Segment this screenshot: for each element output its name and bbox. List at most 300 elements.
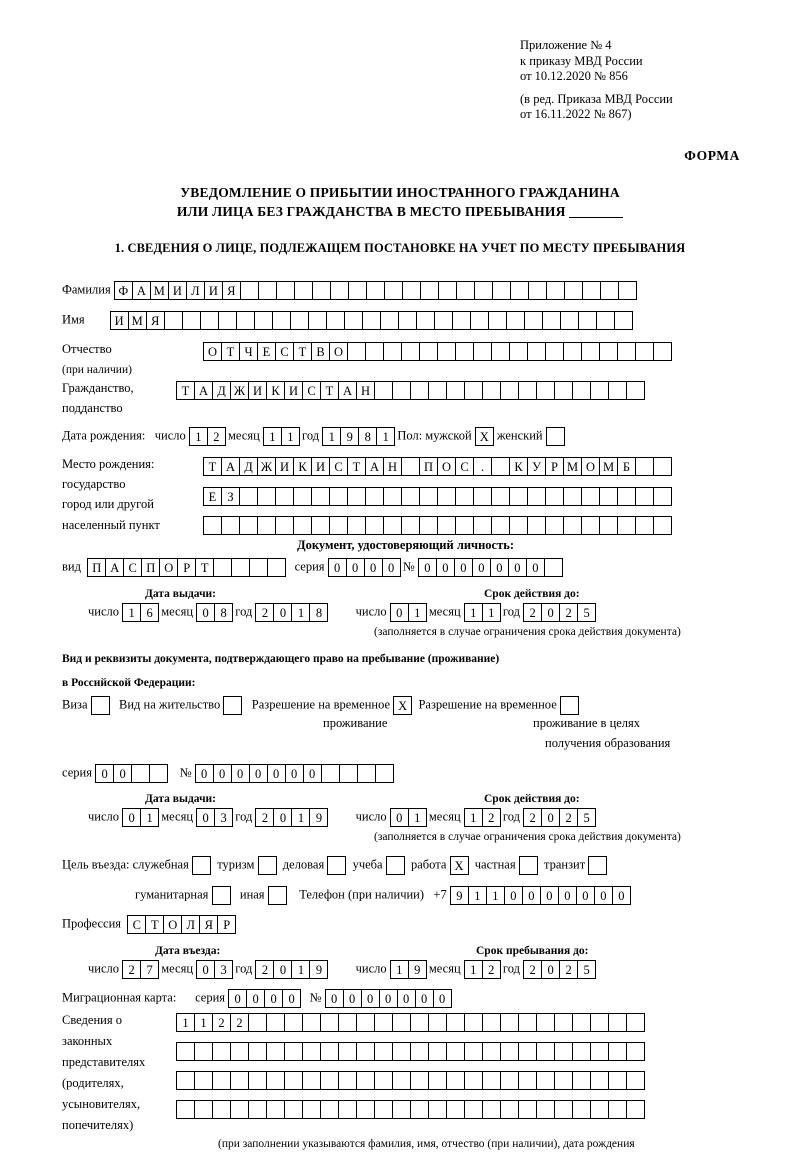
birth-place-city-input-cell[interactable] <box>347 487 366 506</box>
birth-year-input-cell[interactable]: 9 <box>340 427 359 446</box>
legal-rep-row1-input-cell[interactable] <box>518 1013 537 1032</box>
stay-series-input-cell[interactable]: 0 <box>95 764 114 783</box>
doc-kind-input-cell[interactable]: П <box>87 558 106 577</box>
stay-number-input-cell[interactable]: 0 <box>213 764 232 783</box>
doc-kind-input-cell[interactable] <box>249 558 268 577</box>
legal-rep-row1-input-cell[interactable] <box>302 1013 321 1032</box>
surname-input-cell[interactable] <box>528 281 547 300</box>
legal-rep-row2-input-cell[interactable] <box>212 1042 231 1061</box>
surname-input-cell[interactable] <box>330 281 349 300</box>
citizenship-input-cell[interactable] <box>572 381 591 400</box>
legal-rep-row2-input-cell[interactable] <box>428 1042 447 1061</box>
birth-year-input-cell[interactable]: 1 <box>322 427 341 446</box>
residence-checkbox[interactable] <box>223 696 242 715</box>
birth-place-city-input-cell[interactable] <box>509 487 528 506</box>
legal-rep-row2-input-cell[interactable] <box>284 1042 303 1061</box>
doc-series-input-cell[interactable]: 0 <box>364 558 383 577</box>
surname-input-cell[interactable] <box>258 281 277 300</box>
legal-rep-row4-input-cell[interactable] <box>500 1100 519 1119</box>
birth-place-city2-input-cell[interactable] <box>617 516 636 535</box>
stay-number-input-cell[interactable]: 0 <box>285 764 304 783</box>
phone-input-cell[interactable]: 0 <box>576 886 595 905</box>
birth-place-city2-input-cell[interactable] <box>383 516 402 535</box>
mig-number-input-cell[interactable]: 0 <box>361 989 380 1008</box>
surname-input-cell[interactable] <box>402 281 421 300</box>
birth-place-state-input-cell[interactable]: И <box>311 457 330 476</box>
birth-year-input[interactable] <box>322 427 394 446</box>
name-input-cell[interactable] <box>200 311 219 330</box>
phone-input-cell[interactable]: 0 <box>612 886 631 905</box>
patronymic-input-cell[interactable] <box>491 342 510 361</box>
surname-input-cell[interactable] <box>474 281 493 300</box>
patronymic-input-cell[interactable] <box>473 342 492 361</box>
citizenship-input-cell[interactable] <box>428 381 447 400</box>
surname-input-cell[interactable] <box>600 281 619 300</box>
legal-rep-row3-input-cell[interactable] <box>626 1071 645 1090</box>
citizenship-input-cell[interactable] <box>392 381 411 400</box>
legal-rep-row3-input-cell[interactable] <box>194 1071 213 1090</box>
surname-input-cell[interactable] <box>366 281 385 300</box>
birth-place-city-input-cell[interactable] <box>563 487 582 506</box>
birth-place-city-input-cell[interactable] <box>635 487 654 506</box>
birth-day-input[interactable] <box>189 427 225 446</box>
patronymic-input-cell[interactable]: С <box>275 342 294 361</box>
birth-day-input-cell[interactable]: 1 <box>189 427 208 446</box>
surname-input-cell[interactable]: И <box>168 281 187 300</box>
legal-rep-row2-input-cell[interactable] <box>374 1042 393 1061</box>
birth-place-state-input-cell[interactable]: К <box>509 457 528 476</box>
legal-rep-row1-input-cell[interactable]: 2 <box>212 1013 231 1032</box>
doc-issue-month-input-cell[interactable]: 0 <box>196 603 215 622</box>
name-input-cell[interactable]: И <box>110 311 129 330</box>
birth-place-city-input-cell[interactable] <box>329 487 348 506</box>
entry-month-input[interactable] <box>196 960 232 979</box>
stay-valid-month-input-cell[interactable]: 1 <box>464 808 483 827</box>
doc-kind-input-cell[interactable] <box>231 558 250 577</box>
legal-rep-row4-input-cell[interactable] <box>176 1100 195 1119</box>
legal-rep-row4-input-cell[interactable] <box>302 1100 321 1119</box>
name-input-cell[interactable] <box>470 311 489 330</box>
mig-series-input[interactable] <box>228 989 300 1008</box>
patronymic-input-cell[interactable] <box>563 342 582 361</box>
name-input-cell[interactable] <box>596 311 615 330</box>
profession-input-cell[interactable]: Т <box>145 915 164 934</box>
entry-year-input-cell[interactable]: 9 <box>309 960 328 979</box>
name-input-cell[interactable] <box>434 311 453 330</box>
legal-rep-row2-input-cell[interactable] <box>572 1042 591 1061</box>
legal-rep-row4-input-cell[interactable] <box>626 1100 645 1119</box>
purpose-humanitarian-checkbox[interactable] <box>212 886 231 905</box>
birth-place-state-input-cell[interactable]: У <box>527 457 546 476</box>
entry-year-input-cell[interactable]: 2 <box>255 960 274 979</box>
birth-month-input-cell[interactable]: 1 <box>281 427 300 446</box>
stay-issue-month-input-cell[interactable]: 3 <box>214 808 233 827</box>
patronymic-input-cell[interactable]: В <box>311 342 330 361</box>
patronymic-input-cell[interactable]: Т <box>293 342 312 361</box>
legal-rep-row4-input-cell[interactable] <box>374 1100 393 1119</box>
sex-female-checkbox[interactable] <box>546 427 565 446</box>
doc-number-input-cell[interactable]: 0 <box>490 558 509 577</box>
purpose-private-checkbox[interactable] <box>519 856 538 875</box>
phone-input-cell[interactable]: 0 <box>522 886 541 905</box>
doc-number-input-cell[interactable] <box>544 558 563 577</box>
birth-year-input-cell[interactable]: 1 <box>376 427 395 446</box>
legal-rep-row1-input[interactable] <box>176 1013 644 1032</box>
legal-rep-row1-input-cell[interactable] <box>446 1013 465 1032</box>
edu-residence-checkbox[interactable] <box>560 696 579 715</box>
doc-valid-year-input[interactable] <box>523 603 595 622</box>
legal-rep-row1-input-cell[interactable] <box>320 1013 339 1032</box>
stay-number-input-cell[interactable]: 0 <box>231 764 250 783</box>
name-input-cell[interactable] <box>308 311 327 330</box>
doc-valid-year-input-cell[interactable]: 0 <box>541 603 560 622</box>
surname-input-cell[interactable] <box>510 281 529 300</box>
birth-place-state-input-cell[interactable]: Р <box>545 457 564 476</box>
legal-rep-row3-input-cell[interactable] <box>572 1071 591 1090</box>
birth-place-city2-input[interactable] <box>203 516 671 535</box>
surname-input-cell[interactable]: М <box>150 281 169 300</box>
doc-valid-year-input-cell[interactable]: 2 <box>523 603 542 622</box>
birth-place-city2-input-cell[interactable] <box>419 516 438 535</box>
patronymic-input-cell[interactable] <box>581 342 600 361</box>
legal-rep-row3-input-cell[interactable] <box>590 1071 609 1090</box>
legal-rep-row2-input-cell[interactable] <box>338 1042 357 1061</box>
entry-month-input-cell[interactable]: 3 <box>214 960 233 979</box>
birth-place-city-input-cell[interactable] <box>257 487 276 506</box>
legal-rep-row4-input-cell[interactable] <box>482 1100 501 1119</box>
legal-rep-row3-input-cell[interactable] <box>356 1071 375 1090</box>
legal-rep-row4-input-cell[interactable] <box>194 1100 213 1119</box>
mig-number-input-cell[interactable]: 0 <box>325 989 344 1008</box>
surname-input-cell[interactable] <box>546 281 565 300</box>
profession-input-cell[interactable]: Р <box>217 915 236 934</box>
name-input-cell[interactable] <box>614 311 633 330</box>
phone-input-cell[interactable]: 0 <box>594 886 613 905</box>
patronymic-input-cell[interactable] <box>509 342 528 361</box>
citizenship-input-cell[interactable] <box>518 381 537 400</box>
doc-number-input-cell[interactable]: 0 <box>418 558 437 577</box>
patronymic-input-cell[interactable] <box>419 342 438 361</box>
birth-place-state-input-cell[interactable]: О <box>581 457 600 476</box>
legal-rep-row2-input-cell[interactable] <box>482 1042 501 1061</box>
birth-place-city2-input-cell[interactable] <box>437 516 456 535</box>
phone-input-cell[interactable]: 9 <box>450 886 469 905</box>
profession-input[interactable] <box>127 915 235 934</box>
legal-rep-row2-input-cell[interactable] <box>626 1042 645 1061</box>
doc-number-input-cell[interactable]: 0 <box>508 558 527 577</box>
birth-place-city-input-cell[interactable] <box>599 487 618 506</box>
doc-issue-day-input-cell[interactable]: 6 <box>140 603 159 622</box>
mig-number-input-cell[interactable]: 0 <box>379 989 398 1008</box>
legal-rep-row4-input-cell[interactable] <box>446 1100 465 1119</box>
birth-place-state-input-cell[interactable]: Д <box>239 457 258 476</box>
citizenship-input-cell[interactable] <box>626 381 645 400</box>
birth-place-state-input-cell[interactable]: О <box>437 457 456 476</box>
legal-rep-row4-input-cell[interactable] <box>392 1100 411 1119</box>
purpose-tourism-checkbox[interactable] <box>258 856 277 875</box>
stay-number-input-cell[interactable]: 0 <box>303 764 322 783</box>
legal-rep-row4-input-cell[interactable] <box>590 1100 609 1119</box>
phone-input[interactable] <box>450 886 630 905</box>
phone-input-cell[interactable]: 0 <box>540 886 559 905</box>
visa-checkbox[interactable] <box>91 696 110 715</box>
doc-valid-day-input-cell[interactable]: 0 <box>390 603 409 622</box>
mig-series-input-cell[interactable]: 0 <box>264 989 283 1008</box>
name-input-cell[interactable] <box>290 311 309 330</box>
legal-rep-row3-input-cell[interactable] <box>302 1071 321 1090</box>
legal-rep-row1-input-cell[interactable] <box>266 1013 285 1032</box>
legal-rep-row2-input-cell[interactable] <box>608 1042 627 1061</box>
mig-series-input-cell[interactable]: 0 <box>228 989 247 1008</box>
surname-input-cell[interactable] <box>456 281 475 300</box>
citizenship-input-cell[interactable]: Н <box>356 381 375 400</box>
legal-rep-row3-input-cell[interactable] <box>374 1071 393 1090</box>
doc-valid-year-input-cell[interactable]: 5 <box>577 603 596 622</box>
name-input-cell[interactable] <box>542 311 561 330</box>
legal-rep-row1-input-cell[interactable] <box>392 1013 411 1032</box>
legal-rep-row2-input-cell[interactable] <box>536 1042 555 1061</box>
surname-input-cell[interactable] <box>618 281 637 300</box>
doc-series-input-cell[interactable]: 0 <box>382 558 401 577</box>
legal-rep-row4-input-cell[interactable] <box>266 1100 285 1119</box>
legal-rep-row2-input-cell[interactable] <box>248 1042 267 1061</box>
name-input-cell[interactable] <box>218 311 237 330</box>
legal-rep-row2-input-cell[interactable] <box>500 1042 519 1061</box>
legal-rep-row1-input-cell[interactable] <box>554 1013 573 1032</box>
surname-input-cell[interactable] <box>420 281 439 300</box>
stay-until-day-input-cell[interactable]: 1 <box>390 960 409 979</box>
surname-input-cell[interactable]: Я <box>222 281 241 300</box>
legal-rep-row3-input-cell[interactable] <box>446 1071 465 1090</box>
birth-place-city-input-cell[interactable] <box>419 487 438 506</box>
doc-issue-day-input-cell[interactable]: 1 <box>122 603 141 622</box>
birth-place-city-input-cell[interactable] <box>545 487 564 506</box>
doc-kind-input-cell[interactable]: Р <box>177 558 196 577</box>
temp-residence-checkbox[interactable]: Х <box>393 696 412 715</box>
stay-valid-month-input-cell[interactable]: 2 <box>482 808 501 827</box>
doc-valid-month-input[interactable] <box>464 603 500 622</box>
doc-kind-input-cell[interactable] <box>267 558 286 577</box>
birth-place-city2-input-cell[interactable] <box>599 516 618 535</box>
legal-rep-row1-input-cell[interactable] <box>500 1013 519 1032</box>
doc-kind-input[interactable] <box>87 558 285 577</box>
stay-issue-year-input-cell[interactable]: 9 <box>309 808 328 827</box>
name-input[interactable] <box>110 311 632 330</box>
name-input-cell[interactable] <box>416 311 435 330</box>
birth-place-city-input-cell[interactable] <box>383 487 402 506</box>
stay-valid-year-input-cell[interactable]: 2 <box>523 808 542 827</box>
citizenship-input-cell[interactable]: К <box>266 381 285 400</box>
birth-place-state-input-cell[interactable]: Б <box>617 457 636 476</box>
birth-place-city2-input-cell[interactable] <box>455 516 474 535</box>
doc-valid-year-input-cell[interactable]: 2 <box>559 603 578 622</box>
name-input-cell[interactable] <box>326 311 345 330</box>
stay-number-input-cell[interactable]: 0 <box>249 764 268 783</box>
stay-until-day-input-cell[interactable]: 9 <box>408 960 427 979</box>
legal-rep-row3-input-cell[interactable] <box>464 1071 483 1090</box>
legal-rep-row4-input-cell[interactable] <box>608 1100 627 1119</box>
phone-input-cell[interactable]: 0 <box>558 886 577 905</box>
legal-rep-row4-input-cell[interactable] <box>518 1100 537 1119</box>
citizenship-input-cell[interactable] <box>446 381 465 400</box>
surname-input-cell[interactable] <box>564 281 583 300</box>
purpose-study-checkbox[interactable] <box>386 856 405 875</box>
legal-rep-row1-input-cell[interactable]: 2 <box>230 1013 249 1032</box>
citizenship-input-cell[interactable] <box>410 381 429 400</box>
legal-rep-row4-input-cell[interactable] <box>356 1100 375 1119</box>
legal-rep-row3-input-cell[interactable] <box>230 1071 249 1090</box>
patronymic-input-cell[interactable] <box>455 342 474 361</box>
legal-rep-row1-input-cell[interactable] <box>356 1013 375 1032</box>
mig-number-input-cell[interactable]: 0 <box>415 989 434 1008</box>
doc-valid-month-input-cell[interactable]: 1 <box>464 603 483 622</box>
birth-place-state-input-cell[interactable]: . <box>473 457 492 476</box>
purpose-other-checkbox[interactable] <box>268 886 287 905</box>
profession-input-cell[interactable]: Л <box>181 915 200 934</box>
legal-rep-row3-input-cell[interactable] <box>248 1071 267 1090</box>
patronymic-input-cell[interactable]: Ч <box>239 342 258 361</box>
surname-input[interactable] <box>114 281 636 300</box>
patronymic-input-cell[interactable] <box>383 342 402 361</box>
purpose-business-checkbox[interactable] <box>327 856 346 875</box>
surname-input-cell[interactable]: А <box>132 281 151 300</box>
birth-place-state-input-cell[interactable]: Т <box>347 457 366 476</box>
stay-valid-day-input-cell[interactable]: 0 <box>390 808 409 827</box>
stay-valid-year-input-cell[interactable]: 0 <box>541 808 560 827</box>
legal-rep-row1-input-cell[interactable] <box>536 1013 555 1032</box>
patronymic-input-cell[interactable] <box>635 342 654 361</box>
surname-input-cell[interactable] <box>294 281 313 300</box>
stay-valid-month-input[interactable] <box>464 808 500 827</box>
birth-place-city-input-cell[interactable] <box>437 487 456 506</box>
entry-day-input[interactable] <box>122 960 158 979</box>
citizenship-input-cell[interactable] <box>374 381 393 400</box>
stay-until-year-input-cell[interactable]: 5 <box>577 960 596 979</box>
birth-place-city2-input-cell[interactable] <box>275 516 294 535</box>
phone-input-cell[interactable]: 1 <box>468 886 487 905</box>
citizenship-input-cell[interactable]: А <box>194 381 213 400</box>
citizenship-input-cell[interactable]: Т <box>176 381 195 400</box>
legal-rep-row3-input-cell[interactable] <box>554 1071 573 1090</box>
doc-number-input-cell[interactable]: 0 <box>472 558 491 577</box>
citizenship-input-cell[interactable]: И <box>284 381 303 400</box>
legal-rep-row1-input-cell[interactable] <box>374 1013 393 1032</box>
doc-number-input[interactable] <box>418 558 562 577</box>
mig-number-input-cell[interactable]: 0 <box>433 989 452 1008</box>
patronymic-input-cell[interactable]: Т <box>221 342 240 361</box>
doc-kind-input-cell[interactable]: Т <box>195 558 214 577</box>
legal-rep-row4-input-cell[interactable] <box>464 1100 483 1119</box>
legal-rep-row1-input-cell[interactable]: 1 <box>176 1013 195 1032</box>
birth-place-state-input-cell[interactable] <box>401 457 420 476</box>
surname-input-cell[interactable] <box>582 281 601 300</box>
patronymic-input-cell[interactable] <box>653 342 672 361</box>
doc-series-input-cell[interactable]: 0 <box>346 558 365 577</box>
legal-rep-row4-input-cell[interactable] <box>230 1100 249 1119</box>
stay-series-input[interactable] <box>95 764 167 783</box>
legal-rep-row2-input-cell[interactable] <box>410 1042 429 1061</box>
birth-place-city2-input-cell[interactable] <box>491 516 510 535</box>
legal-rep-row3-input-cell[interactable] <box>500 1071 519 1090</box>
stay-valid-day-input[interactable] <box>390 808 426 827</box>
citizenship-input-cell[interactable] <box>608 381 627 400</box>
birth-place-state-input-cell[interactable]: П <box>419 457 438 476</box>
surname-input-cell[interactable] <box>240 281 259 300</box>
stay-until-day-input[interactable] <box>390 960 426 979</box>
stay-issue-month-input[interactable] <box>196 808 232 827</box>
birth-place-city2-input-cell[interactable] <box>365 516 384 535</box>
citizenship-input-cell[interactable] <box>482 381 501 400</box>
doc-number-input-cell[interactable]: 0 <box>526 558 545 577</box>
legal-rep-row4-input[interactable] <box>176 1100 644 1119</box>
birth-day-input-cell[interactable]: 2 <box>207 427 226 446</box>
legal-rep-row4-input-cell[interactable] <box>248 1100 267 1119</box>
surname-input-cell[interactable] <box>312 281 331 300</box>
birth-place-city-input-cell[interactable] <box>365 487 384 506</box>
surname-input-cell[interactable] <box>438 281 457 300</box>
legal-rep-row2-input-cell[interactable] <box>230 1042 249 1061</box>
legal-rep-row3-input-cell[interactable] <box>284 1071 303 1090</box>
legal-rep-row2-input-cell[interactable] <box>590 1042 609 1061</box>
legal-rep-row3-input[interactable] <box>176 1071 644 1090</box>
birth-place-state-input-cell[interactable]: К <box>293 457 312 476</box>
mig-series-input-cell[interactable]: 0 <box>282 989 301 1008</box>
birth-place-city2-input-cell[interactable] <box>239 516 258 535</box>
entry-day-input-cell[interactable]: 7 <box>140 960 159 979</box>
birth-place-state-input-cell[interactable] <box>491 457 510 476</box>
legal-rep-row1-input-cell[interactable] <box>338 1013 357 1032</box>
name-input-cell[interactable] <box>344 311 363 330</box>
patronymic-input-cell[interactable] <box>599 342 618 361</box>
citizenship-input-cell[interactable]: Т <box>320 381 339 400</box>
stay-valid-year-input[interactable] <box>523 808 595 827</box>
legal-rep-row2-input-cell[interactable] <box>554 1042 573 1061</box>
legal-rep-row2-input-cell[interactable] <box>320 1042 339 1061</box>
profession-input-cell[interactable]: О <box>163 915 182 934</box>
stay-valid-day-input-cell[interactable]: 1 <box>408 808 427 827</box>
birth-place-city2-input-cell[interactable] <box>563 516 582 535</box>
legal-rep-row3-input-cell[interactable] <box>212 1071 231 1090</box>
legal-rep-row1-input-cell[interactable] <box>590 1013 609 1032</box>
name-input-cell[interactable] <box>362 311 381 330</box>
birth-place-city-input[interactable] <box>203 487 671 506</box>
birth-place-city2-input-cell[interactable] <box>653 516 672 535</box>
citizenship-input-cell[interactable]: И <box>248 381 267 400</box>
legal-rep-row1-input-cell[interactable] <box>626 1013 645 1032</box>
patronymic-input-cell[interactable]: О <box>203 342 222 361</box>
birth-place-city-input-cell[interactable]: Е <box>203 487 222 506</box>
name-input-cell[interactable] <box>272 311 291 330</box>
legal-rep-row2-input-cell[interactable] <box>518 1042 537 1061</box>
patronymic-input-cell[interactable] <box>527 342 546 361</box>
birth-place-state-input-cell[interactable]: М <box>563 457 582 476</box>
legal-rep-row4-input-cell[interactable] <box>284 1100 303 1119</box>
citizenship-input-cell[interactable]: Д <box>212 381 231 400</box>
birth-place-city-input-cell[interactable] <box>581 487 600 506</box>
legal-rep-row4-input-cell[interactable] <box>320 1100 339 1119</box>
doc-valid-day-input-cell[interactable]: 1 <box>408 603 427 622</box>
stay-number-input-cell[interactable] <box>357 764 376 783</box>
legal-rep-row3-input-cell[interactable] <box>410 1071 429 1090</box>
profession-input-cell[interactable]: С <box>127 915 146 934</box>
birth-year-input-cell[interactable]: 8 <box>358 427 377 446</box>
citizenship-input-cell[interactable]: Ж <box>230 381 249 400</box>
purpose-work-checkbox[interactable]: Х <box>450 856 469 875</box>
stay-until-year-input-cell[interactable]: 2 <box>523 960 542 979</box>
doc-kind-input-cell[interactable]: С <box>123 558 142 577</box>
stay-issue-year-input-cell[interactable]: 1 <box>291 808 310 827</box>
patronymic-input-cell[interactable] <box>347 342 366 361</box>
